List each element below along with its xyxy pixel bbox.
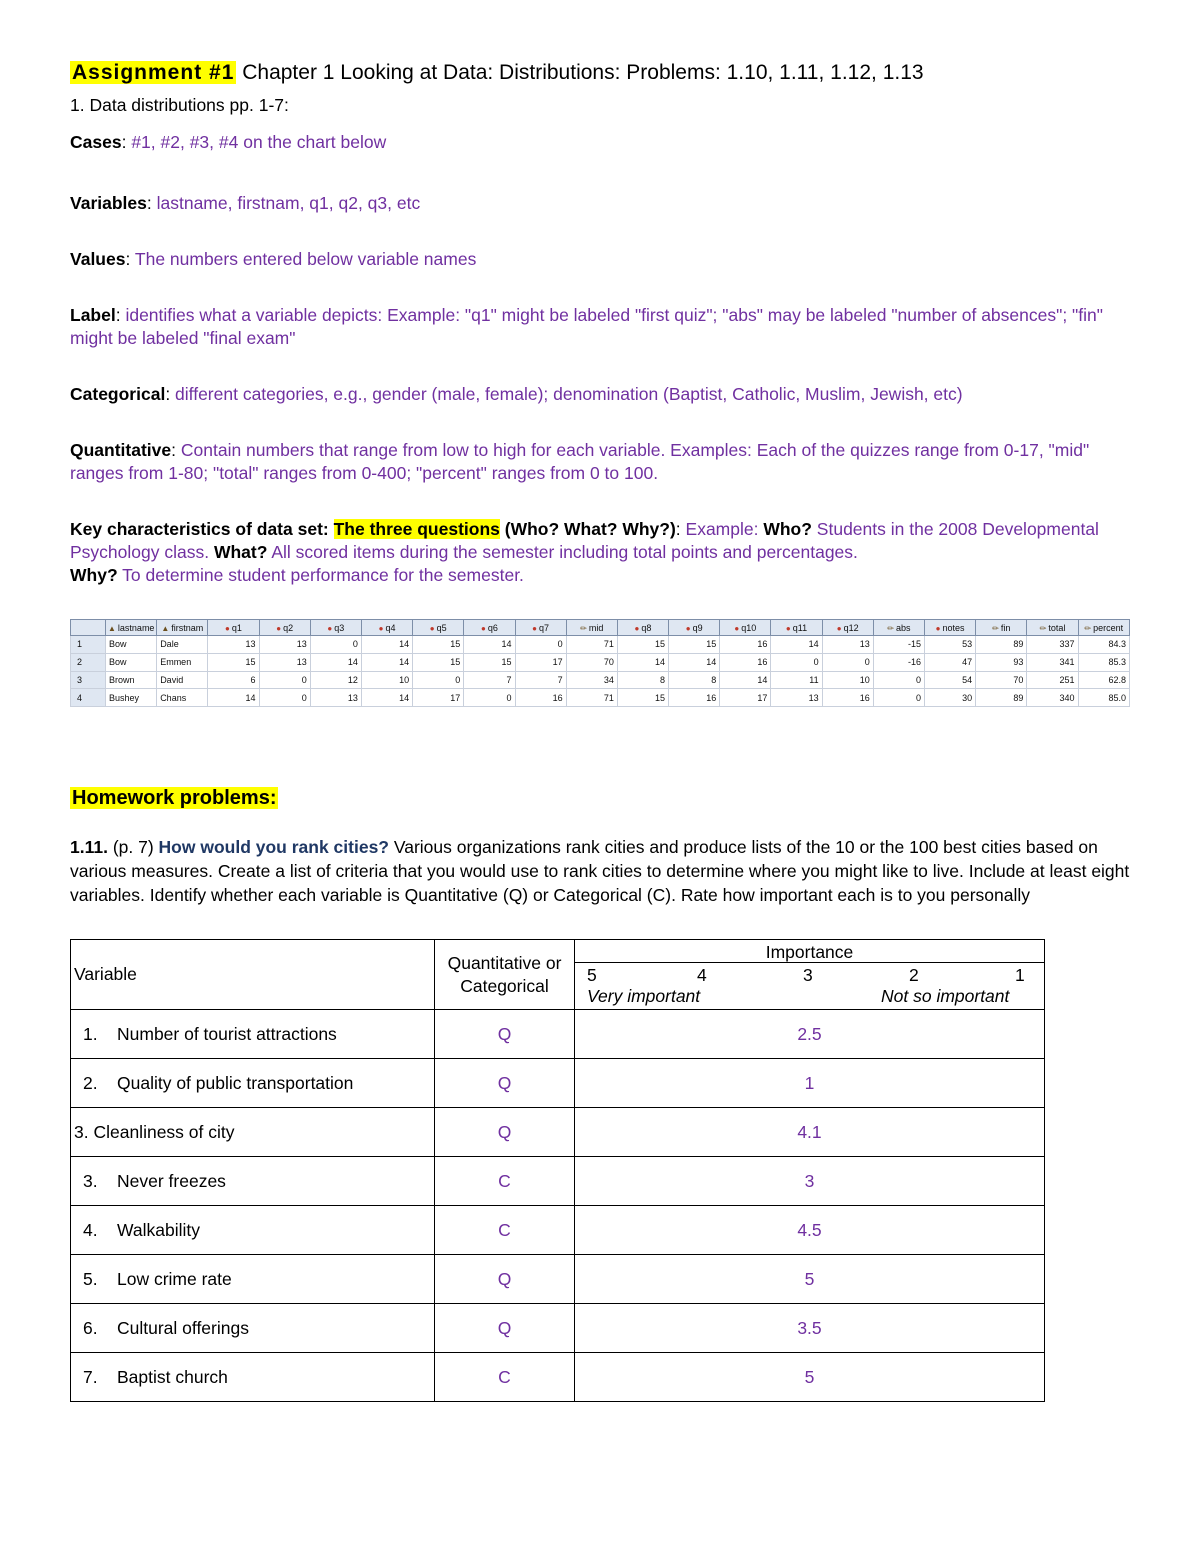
problem-1-11 [70,835,1130,907]
spreadsheet-cell[interactable]: 341 [1027,653,1078,671]
scale-variable-icon: ✏ [1084,623,1092,633]
term: Quantitative [70,440,172,460]
spreadsheet-cell[interactable]: 0 [822,653,873,671]
scale-3: 3 [803,965,813,985]
spreadsheet-cell[interactable]: 71 [566,636,617,654]
variable-number: 3. [83,1170,98,1191]
header-type-text: Quantitative or Categorical [447,952,562,996]
column-name: q12 [843,622,859,633]
row-number-header [71,620,106,636]
variable-number: 4. [83,1219,98,1240]
spreadsheet-cell[interactable]: 13 [259,636,310,654]
spreadsheet-row [71,671,1130,689]
spreadsheet-cell[interactable]: 0 [464,689,515,707]
type-cell: C [435,1206,575,1255]
column-header[interactable] [259,620,310,636]
variable-name: Walkability [117,1219,200,1240]
who-text: Students in the 2008 Developmental Psychology class. [70,519,1099,562]
spreadsheet-cell[interactable]: 84.3 [1078,636,1129,654]
spreadsheet-cell[interactable]: 15 [464,653,515,671]
spreadsheet-cell[interactable]: 14 [617,653,668,671]
type-cell: Q [435,1010,575,1059]
column-header[interactable] [157,620,208,636]
nominal-variable-icon: ● [532,623,537,633]
scale-variable-icon: ✏ [1039,623,1047,633]
problem-question: How would you rank cities? [158,837,389,857]
column-header[interactable] [669,620,720,636]
spreadsheet-cell[interactable]: 17 [515,653,566,671]
sep: : [171,440,181,460]
spreadsheet-cell[interactable]: 16 [669,689,720,707]
document-page [70,58,1130,587]
spreadsheet-cell[interactable]: 16 [822,689,873,707]
spreadsheet-cell[interactable]: 0 [873,671,924,689]
variable-cell [71,1206,435,1255]
definition-text: Contain numbers that range from low to high for each variable. Examples: Each of the quizzes range from 0-17, "mid" ranges from 1-80; "total" ranges from 0-400; "percent" ranges from 0 to 100. [70,440,1090,483]
scale-variable-icon: ✏ [887,623,894,633]
spreadsheet-row [71,636,1130,654]
spreadsheet-cell[interactable]: 17 [413,689,464,707]
spreadsheet-cell[interactable]: 6 [208,671,259,689]
row-number[interactable]: 3 [71,671,106,689]
column-header[interactable] [617,620,668,636]
variable-number: 1. [83,1023,98,1044]
spreadsheet-cell[interactable]: 14 [464,636,515,654]
spreadsheet-row [71,689,1130,707]
column-name: total [1048,622,1066,633]
column-header[interactable] [515,620,566,636]
table-header-row [71,940,1045,1010]
column-header[interactable] [771,620,822,636]
column-name: q11 [792,622,808,633]
variable-number: 5. [83,1268,98,1289]
spreadsheet-cell[interactable]: 15 [617,689,668,707]
definition-text: different categories, e.g., gender (male, female); denomination (Baptist, Catholic, Muslim, Jewish, etc) [175,384,963,404]
spreadsheet-cell[interactable]: 14 [310,653,361,671]
column-header[interactable] [873,620,924,636]
row-number[interactable]: 4 [71,689,106,707]
spreadsheet-cell[interactable]: 10 [822,671,873,689]
city-criteria-table [70,939,1045,1402]
who-label: Who? [763,519,812,539]
column-name: abs [896,622,911,633]
term: Categorical [70,384,166,404]
key-colon: : [675,519,686,539]
key-example: Example: [685,519,764,539]
nominal-variable-icon: ● [378,623,384,633]
column-header[interactable] [361,620,412,636]
spreadsheet-cell[interactable]: 340 [1027,689,1078,707]
spreadsheet-cell[interactable]: 14 [361,689,412,707]
variable-name: Number of tourist attractions [117,1023,337,1044]
variable-name: 3. Cleanliness of city [74,1121,235,1142]
variable-cell [71,1108,435,1157]
scale-variable-icon: ✏ [580,623,587,633]
scale-variable-icon: ✏ [992,623,999,633]
spreadsheet-cell[interactable]: 15 [669,636,720,654]
rating-cell: 4.5 [575,1206,1045,1255]
column-name: fin [1000,622,1011,633]
spreadsheet-cell[interactable]: 17 [720,689,771,707]
variable-cell [71,1010,435,1059]
column-name: q5 [436,622,447,633]
term: Variables [70,193,147,213]
importance-scale-labels [575,986,1044,1009]
assignment-label: Assignment #1 [72,61,235,84]
spreadsheet-cell[interactable]: 85.0 [1078,689,1129,707]
spreadsheet-cell[interactable]: -16 [873,653,924,671]
table-row [71,1353,1045,1402]
table-row [71,1157,1045,1206]
table-row [71,1010,1045,1059]
variable-name: Never freezes [117,1170,226,1191]
column-header[interactable] [720,620,771,636]
variable-cell [71,1059,435,1108]
spreadsheet-cell[interactable]: 14 [361,636,412,654]
spreadsheet-data-view [70,619,1130,707]
rating-cell: 1 [575,1059,1045,1108]
variable-name: Low crime rate [117,1268,232,1289]
rating-cell: 5 [575,1353,1045,1402]
importance-label: Importance [575,940,1044,963]
header-variable [71,940,435,1010]
spreadsheet-cell[interactable]: 53 [925,636,976,654]
spreadsheet-cell[interactable]: 12 [310,671,361,689]
spreadsheet-cell[interactable]: 0 [259,689,310,707]
key-lead: Key characteristics of data set: [70,519,334,539]
spreadsheet-cell[interactable]: 0 [310,636,361,654]
spreadsheet-cell[interactable]: 8 [617,671,668,689]
column-header[interactable] [1027,620,1078,636]
column-name: firstnam [171,622,204,633]
spreadsheet-cell[interactable]: 8 [669,671,720,689]
spreadsheet-cell[interactable]: 14 [720,671,771,689]
spreadsheet-cell[interactable]: Emmen [157,653,208,671]
spreadsheet-cell[interactable]: Bushey [106,689,157,707]
nominal-variable-icon: ● [634,623,640,633]
header-type [435,940,575,1010]
spreadsheet-cell[interactable]: Bow [106,636,157,654]
column-name: q3 [334,622,345,633]
definition-text: #1, #2, #3, #4 on the chart below [131,132,387,152]
term: Label [70,305,116,325]
spreadsheet-cell[interactable]: 14 [669,653,720,671]
column-name: q9 [692,622,703,633]
spreadsheet-cell[interactable]: 13 [208,636,259,654]
problem-ref: (p. 7) [107,837,159,857]
spreadsheet-cell[interactable]: 89 [976,689,1027,707]
spreadsheet-cell[interactable]: 34 [566,671,617,689]
spreadsheet-cell[interactable]: 13 [771,689,822,707]
column-name: q2 [283,622,294,633]
spreadsheet-cell[interactable]: Chans [157,689,208,707]
spreadsheet-cell[interactable]: Bow [106,653,157,671]
nominal-variable-icon: ● [836,623,842,633]
key-highlight: The three questions [333,519,500,539]
nominal-variable-icon: ● [685,623,691,633]
assignment-title [70,58,1130,88]
variable-number: 2. [83,1072,98,1093]
spreadsheet-cell[interactable]: 14 [771,636,822,654]
homework-heading-text: Homework problems: [72,787,277,809]
spreadsheet-cell[interactable]: 7 [464,671,515,689]
definition-text: identifies what a variable depicts: Example: "q1" might be labeled "first quiz"; "abs" may be labeled "number of absences"; "fin" might be labeled "final exam" [70,305,1103,348]
table-row [71,1304,1045,1353]
table-row [71,1206,1045,1255]
column-header[interactable] [925,620,976,636]
homework-heading [70,784,278,812]
sep: : [165,384,176,404]
spreadsheet-cell[interactable]: David [157,671,208,689]
rating-cell: 2.5 [575,1010,1045,1059]
column-header[interactable] [464,620,515,636]
column-header[interactable] [566,620,617,636]
variable-name: Baptist church [117,1366,228,1387]
column-name: q4 [385,622,396,633]
scale-1: 1 [1015,965,1025,985]
spreadsheet-cell[interactable]: 15 [413,636,464,654]
nominal-variable-icon: ● [327,623,333,633]
spreadsheet-cell[interactable]: 15 [617,636,668,654]
nominal-variable-icon: ● [429,623,435,633]
definition-text: lastname, firstnam, q1, q2, q3, etc [156,193,421,213]
spreadsheet-header-row [71,620,1130,636]
rating-cell: 3 [575,1157,1045,1206]
column-header[interactable] [208,620,259,636]
spreadsheet-cell[interactable]: 0 [873,689,924,707]
header-variable-text: Variable [74,964,137,984]
spreadsheet-cell[interactable]: 89 [976,636,1027,654]
definition-cases [70,131,1130,154]
column-name: q10 [741,622,757,633]
spreadsheet-cell[interactable]: 337 [1027,636,1078,654]
rating-cell: 3.5 [575,1304,1045,1353]
problem-text: Various organizations rank cities and produce lists of the 10 or the 100 best cities based on various measures. Create a list of criteria that you would use to rank cities to determine where you might like to live. Include at least eight variables. Identify whether each variable is Quantitative (Q) or Categorical (C). Rate how important each is to you personally [70,837,1130,905]
type-cell: Q [435,1304,575,1353]
spreadsheet-cell[interactable]: 0 [259,671,310,689]
sep: : [115,305,126,325]
spreadsheet-cell[interactable]: Dale [157,636,208,654]
what-label: What? [213,542,268,562]
spreadsheet-cell[interactable]: 47 [925,653,976,671]
scale-high-label: Not so important [881,986,1010,1006]
importance-scale [575,963,1044,986]
variable-number: 7. [83,1366,98,1387]
definition-label [70,304,1130,350]
column-name: q8 [641,622,652,633]
spreadsheet-cell[interactable]: 16 [515,689,566,707]
spreadsheet-row [71,653,1130,671]
column-header[interactable] [310,620,361,636]
spreadsheet-cell[interactable]: 14 [208,689,259,707]
variable-name: Quality of public transportation [117,1072,354,1093]
column-header[interactable] [976,620,1027,636]
variable-cell [71,1255,435,1304]
sep: : [146,193,157,213]
term: Cases [70,132,122,152]
nominal-variable-icon: ● [734,623,740,633]
column-name: notes [942,622,965,633]
definition-text: The numbers entered below variable names [134,249,477,269]
type-cell: C [435,1353,575,1402]
key-after: (Who? What? Why?) [499,519,676,539]
spreadsheet-cell[interactable]: 16 [720,636,771,654]
column-header[interactable] [106,620,157,636]
variable-cell [71,1353,435,1402]
type-cell: Q [435,1059,575,1108]
spreadsheet-cell[interactable]: 15 [413,653,464,671]
column-header[interactable] [822,620,873,636]
variable-number: 6. [83,1317,98,1338]
scale-4: 4 [697,965,707,985]
spreadsheet-cell[interactable]: 13 [259,653,310,671]
column-name: mid [588,622,604,633]
spreadsheet-cell[interactable]: 0 [413,671,464,689]
nominal-variable-icon: ● [935,623,941,633]
spreadsheet-cell[interactable]: 30 [925,689,976,707]
why-text: To determine student performance for the semester. [117,565,524,585]
key-characteristics [70,518,1130,587]
column-name: lastname [117,622,155,633]
variable-name: Cultural offerings [117,1317,249,1338]
scale-low-label: Very important [587,986,701,1006]
spreadsheet-cell[interactable]: 93 [976,653,1027,671]
spreadsheet-cell[interactable]: 251 [1027,671,1078,689]
spreadsheet-cell[interactable]: 14 [361,653,412,671]
nominal-variable-icon: ● [480,623,486,633]
nominal-variable-icon: ● [225,623,230,633]
sep: : [125,249,135,269]
spreadsheet-cell[interactable]: 7 [515,671,566,689]
header-importance [575,940,1045,1010]
problem-number: 1.11. [70,837,108,857]
table-row [71,1059,1045,1108]
spreadsheet-cell[interactable]: 85.3 [1078,653,1129,671]
spreadsheet-cell[interactable]: 62.8 [1078,671,1129,689]
definition-values [70,248,1130,271]
spreadsheet-cell[interactable]: 16 [720,653,771,671]
spreadsheet-cell[interactable]: Brown [106,671,157,689]
spreadsheet-cell[interactable]: 71 [566,689,617,707]
term: Values [70,249,126,269]
column-header[interactable] [413,620,464,636]
spreadsheet-cell[interactable]: 70 [566,653,617,671]
spreadsheet-cell[interactable]: 13 [822,636,873,654]
table-row [71,1255,1045,1304]
row-number[interactable]: 1 [71,636,106,654]
string-variable-icon: ▲ [108,623,116,633]
definition-categorical [70,383,1130,406]
spreadsheet-cell[interactable]: 0 [515,636,566,654]
column-name: percent [1093,622,1124,633]
row-number[interactable]: 2 [71,653,106,671]
type-cell: Q [435,1108,575,1157]
spreadsheet-cell[interactable]: 13 [310,689,361,707]
type-cell: C [435,1157,575,1206]
scale-5: 5 [587,965,597,985]
spreadsheet-cell[interactable]: -15 [873,636,924,654]
sep: : [121,132,132,152]
rating-cell: 4.1 [575,1108,1045,1157]
spreadsheet-cell[interactable]: 70 [976,671,1027,689]
spreadsheet-cell[interactable]: 0 [771,653,822,671]
spreadsheet-cell[interactable]: 54 [925,671,976,689]
why-label: Why? [70,565,118,585]
rating-cell: 5 [575,1255,1045,1304]
definition-variables [70,192,1130,215]
nominal-variable-icon: ● [276,623,282,633]
variable-cell [71,1304,435,1353]
section-intro: 1. Data distributions pp. 1-7: [70,95,289,115]
column-name: q7 [539,622,550,633]
nominal-variable-icon: ● [785,623,791,633]
spreadsheet-cell[interactable]: 11 [771,671,822,689]
column-header[interactable] [1078,620,1129,636]
string-variable-icon: ▲ [161,623,170,633]
column-name: q1 [231,622,242,633]
definition-quantitative [70,439,1130,485]
what-text: All scored items during the semester including total points and percentages. [267,542,858,562]
table-row [71,1108,1045,1157]
spreadsheet-cell[interactable]: 15 [208,653,259,671]
spreadsheet-cell[interactable]: 10 [361,671,412,689]
type-cell: Q [435,1255,575,1304]
variable-cell [71,1157,435,1206]
column-name: q6 [487,622,498,633]
scale-2: 2 [909,965,919,985]
assignment-chapter: Chapter 1 Looking at Data: Distributions: Problems: 1.10, 1.11, 1.12, 1.13 [236,61,924,84]
